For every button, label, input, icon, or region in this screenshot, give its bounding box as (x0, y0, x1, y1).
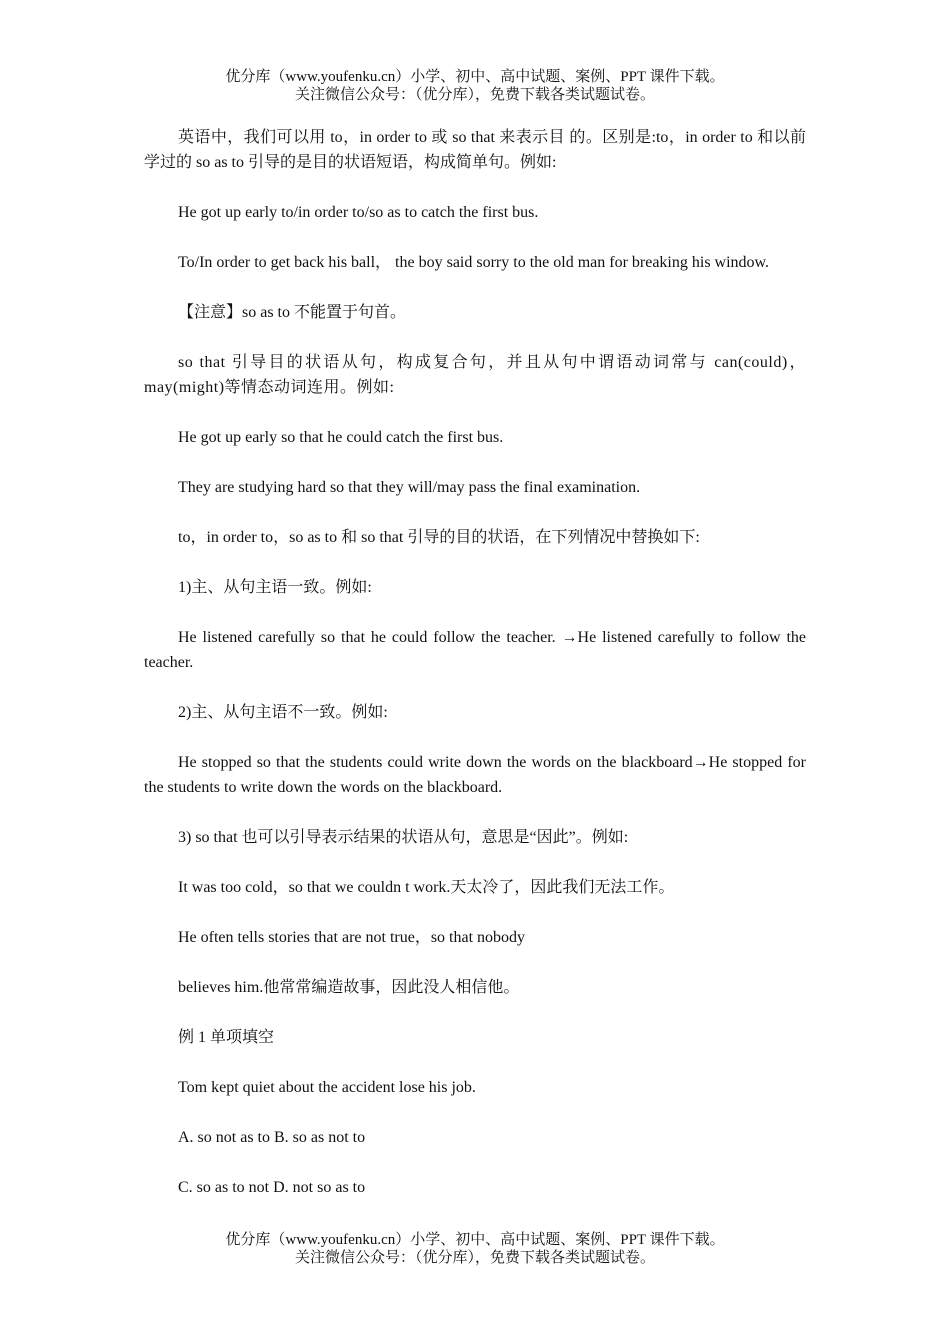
note-paragraph: 【注意】so as to 不能置于句首。 (178, 304, 407, 321)
rule-heading: 2)主、从句主语不一致。例如: (178, 704, 388, 721)
rule-heading: 3) so that 也可以引导表示结果的状语从句，意思是“因此”。例如: (178, 829, 629, 846)
example-sentence: It was too cold，so that we couldn t work.天太冷了，因此我们无法工作。 (178, 879, 675, 896)
example-sentence: They are studying hard so that they will/may pass the final examination. (178, 479, 641, 496)
example-sentence: believes him.他常常编造故事，因此没人相信他。 (178, 979, 520, 996)
header-line-2: 关注微信公众号：（优分库），免费下载各类试题试卷。 (294, 87, 655, 103)
footer-line-2: 关注微信公众号：（优分库），免费下载各类试题试卷。 (294, 1250, 655, 1266)
paragraph-replacement: to，in order to，so as to 和 so that 引导的目的状语，在下列情况中替换如下: (178, 529, 700, 546)
page-header (0, 68, 950, 104)
exercise-question: Tom kept quiet about the accident lose his job. (178, 1079, 476, 1096)
example-sentence: To/In order to get back his ball， the boy said sorry to the old man for breaking his window. (178, 254, 770, 271)
example-sentence: He often tells stories that are not true，so that nobody (178, 929, 526, 946)
rule-heading: 1)主、从句主语一致。例如: (178, 579, 372, 596)
paragraph-intro: 英语中，我们可以用 to，in order to 或 so that 来表示目 的。区别是:to，in order to 和以前学过的 so as to 引导的是目的状语短语，构成简单句。例如: (144, 129, 806, 171)
example-sentence: He stopped so that the students could write down the words on the blackboard→He stopped for the students to write down the words on the blackboard. (144, 754, 806, 796)
example-sentence: He got up early to/in order to/so as to catch the first bus. (178, 204, 539, 221)
header-line-1: 优分库（www.youfenku.cn）小学、初中、高中试题、案例、PPT 课件下载。 (225, 69, 725, 85)
exercise-options: C. so as to not D. not so as to (178, 1179, 366, 1196)
example-sentence: He listened carefully so that he could follow the teacher. →He listened carefully to follow the teacher. (144, 629, 806, 671)
document-body (144, 125, 806, 1225)
example-sentence: He got up early so that he could catch the first bus. (178, 429, 504, 446)
exercise-options: A. so not as to B. so as not to (178, 1129, 366, 1146)
footer-line-1: 优分库（www.youfenku.cn）小学、初中、高中试题、案例、PPT 课件下载。 (225, 1232, 725, 1248)
paragraph-so-that: so that 引导目的状语从句，构成复合句，并且从句中谓语动词常与 can(could)，may(might)等情态动词连用。例如: (144, 354, 806, 396)
exercise-heading: 例 1 单项填空 (178, 1029, 275, 1046)
page-footer (0, 1231, 950, 1267)
